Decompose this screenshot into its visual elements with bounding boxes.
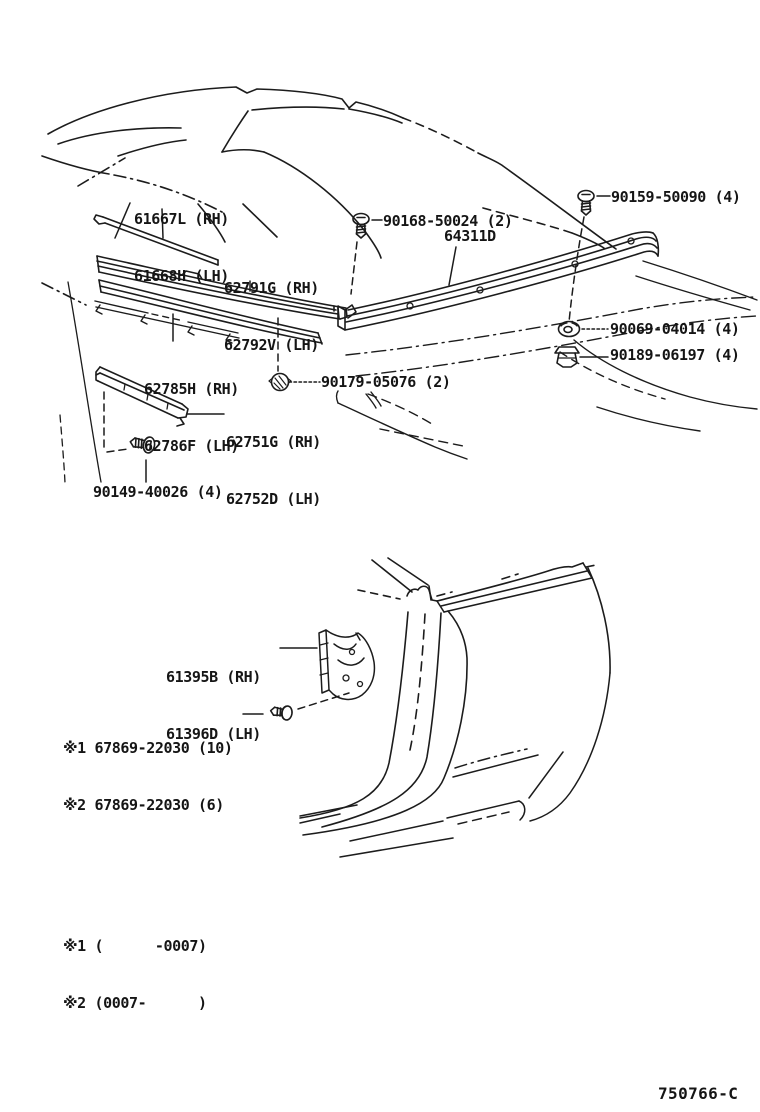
part-number-lh: 61396D (LH) (166, 725, 261, 743)
label-grommet-90069: 90069-04014 (4) (610, 320, 740, 338)
part-number-rh: 61395B (RH) (166, 668, 261, 686)
part-number-rh: 61667L (RH) (134, 210, 229, 228)
bracket-part (319, 630, 374, 699)
label-nut-90179: 90179-05076 (2) (321, 373, 451, 391)
screw-icon-67869 (270, 704, 293, 721)
label-front-header: 64311D (444, 227, 496, 245)
note-line-1: ※1 ( -0007) (63, 937, 207, 955)
roof-rail-middle (437, 563, 610, 673)
rocker-panel (300, 801, 525, 857)
production-period-notes (63, 899, 207, 1051)
label-clip-90189: 90189-06197 (4) (610, 346, 740, 364)
label-retainer (144, 342, 239, 494)
label-screw-90159: 90159-50090 (4) (611, 188, 741, 206)
fastener-note-1: ※1 67869-22030 (10) (63, 739, 233, 757)
quarter-panel (453, 673, 610, 821)
fastener-note-2: ※2 67869-22030 (6) (63, 796, 224, 814)
label-screw-90149: 90149-40026 (4) (93, 483, 223, 501)
part-number-rh: 62791G (RH) (224, 279, 319, 297)
part-number-rh: 62785H (RH) (144, 380, 239, 398)
label-drip-moulding (134, 172, 229, 324)
part-number-rh: 62751G (RH) (226, 433, 321, 451)
part-number-lh: 62792V (LH) (224, 336, 319, 354)
screw-icon-90159 (578, 191, 594, 216)
clip-icon-90189 (555, 347, 579, 367)
part-number-lh: 61668H (LH) (134, 267, 229, 285)
part-number-lh: 62786F (LH) (144, 437, 239, 455)
drawing-code: 750766-C (658, 1084, 739, 1103)
note-line-2: ※2 (0007- ) (63, 994, 207, 1012)
part-number-lh: 62752D (LH) (226, 490, 321, 508)
grommet-icon-90069 (559, 322, 580, 337)
front-header-rail (338, 232, 658, 330)
label-bracket-screws (63, 701, 233, 853)
label-screw-90168: 90168-50024 (2) (383, 212, 513, 230)
label-front-moulding (226, 395, 321, 547)
